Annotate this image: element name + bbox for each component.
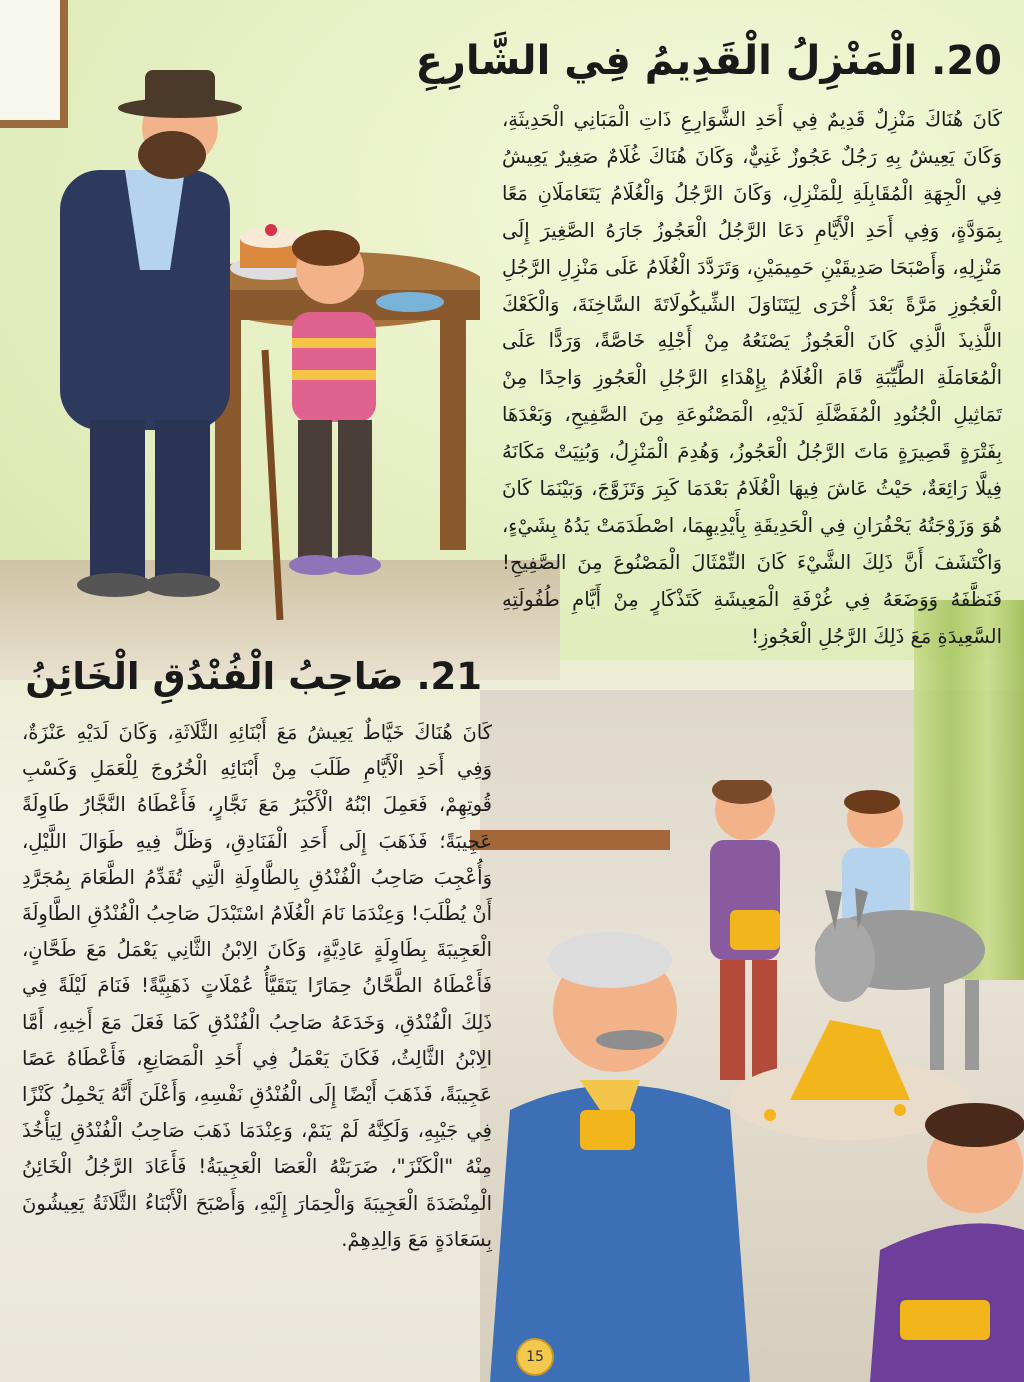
story-1-title: 20. الْمَنْزِلُ الْقَدِيمُ فِي الشَّارِعِ	[415, 38, 1002, 84]
story-1-text: كَانَ هُنَاكَ مَنْزِلٌ قَدِيمٌ فِي أَحَدِ الشَّوَارِعِ ذَاتِ الْمَبَانِي الْحَدِيثَةِ، وَكَانَ يَعِيشُ بِهِ رَجُلٌ عَجُوزٌ غَنِيٌّ، وَكَانَ هُنَاكَ غُلَامٌ صَغِيرٌ يَعِيشُ فِي الْجِهَةِ الْمُقَابِلَةِ لِلْمَنْزِلِ، وَكَانَ الرَّجُلُ وَالْغُلَامُ يَتَعَامَلَانِ مَعًا بِمَوَدَّةٍ، وَفِي أَحَدِ الْأَيَّامِ دَعَا الرَّجُلُ الْعَجُوزُ جَارَهُ الصَّغِيرَ إِلَى مَنْزِلِهِ، وَأَصْبَحَا صَدِيقَيْنِ حَمِيمَيْنِ، وَتَرَدَّدَ الْغُلَامُ عَلَى مَنْزِلِ الرَّجُلِ الْعَجُوزِ مَرَّةً بَعْدَ أُخْرَى لِيَتَنَاوَلَ الشِّيكُولَاتَةَ السَّاخِنَةَ، وَالْكَعْكَ اللَّذِيذَ الَّذِي كَانَ الْعَجُوزُ يَصْنَعُهُ مِنْ أَجْلِهِ خَاصَّةً، وَرَدًّا عَلَى الْمُعَامَلَةِ الطَّيِّبَةِ قَامَ الْغُلَامُ بِإِهْدَاءِ الرَّجُلِ الْعَجُوزِ وَاحِدًا مِنْ تَمَاثِيلِ الْجُنُودِ الْمُفَضَّلَةِ لَدَيْهِ، الْمَصْنُوعَةِ مِنَ الصَّفِيحِ، وَبَعْدَهَا بِفَتْرَةٍ قَصِيرَةٍ مَاتَ الرَّجُلُ الْعَجُوزُ، وَهُدِمَ الْمَنْزِلُ، وَبُنِيَتْ مَكَانَهُ فِيلَّا رَائِعَةٌ، حَيْثُ عَاشَ فِيهَا الْغُلَامُ بَعْدَمَا كَبِرَ وَتَزَوَّجَ، وَبَيْنَمَا كَانَ هُوَ وَزَوْجَتُهُ يَحْفُرَانِ فِي الْحَدِيقَةِ بِأَيْدِيهِمَا، اصْطَدَمَتْ يَدُهُ بِشَيْءٍ، وَاكْتَشَفَ أَنَّ ذَلِكَ الشَّيْءَ كَانَ التِّمْثَالَ الْمَصْنُوعَ مِنَ الصَّفِيحِ! فَنَظَّفَهُ وَوَضَعَهُ فِي غُرْفَةِ الْمَعِيشَةِ كَتَذْكَارٍ مِنْ أَيَّامِ طُفُولَتِهِ السَّعِيدَةِ مَعَ ذَلِكَ الرَّجُلِ الْعَجُوزِ!	[502, 108, 1002, 648]
story-2-title: 21. صَاحِبُ الْفُنْدُقِ الْخَائِنُ	[25, 655, 482, 698]
page-number: 15	[516, 1338, 554, 1376]
old-man-and-boy-illustration	[0, 20, 480, 620]
innkeeper-and-donkey-illustration	[470, 780, 1024, 1382]
story-2-text: كَانَ هُنَاكَ خَيَّاطٌ يَعِيشُ مَعَ أَبْنَائِهِ الثَّلَاثَةِ، وَكَانَ لَدَيْهِ عَنْزَةٌ، وَفِي أَحَدِ الْأَيَّامِ طَلَبَ مِنْ أَبْنَائِهِ الْخُرُوجَ لِلْعَمَلِ وَكَسْبِ قُوتِهِمْ، فَعَمِلَ ابْنُهُ الْأَكْبَرُ مَعَ نَجَّارٍ، فَأَعْطَاهُ النَّجَّارُ طَاوِلَةً عَجِيبَةً؛ فَذَهَبَ إِلَى أَحَدِ الْفَنَادِقِ، وَظَلَّ فِيهِ طَوَالَ اللَّيْلِ، وَأُعْجِبَ صَاحِبُ الْفُنْدُقِ بِالطَّاوِلَةِ الَّتِي تُقَدِّمُ الطَّعَامَ بِمُجَرَّدِ أَنْ يُطْلَبَ! وَعِنْدَمَا نَامَ الْغُلَامُ اسْتَبْدَلَ صَاحِبُ الْفُنْدُقِ الطَّاوِلَةَ الْعَجِيبَةَ بِطَاوِلَةٍ عَادِيَّةٍ، وَكَانَ الِابْنُ الثَّانِي يَعْمَلُ مَعَ طَحَّانٍ، فَأَعْطَاهُ الطَّحَّانُ حِمَارًا يَتَقَيَّأُ عُمْلَاتٍ ذَهَبِيَّةً! فَنَامَ لَيْلَةً فِي ذَلِكَ الْفُنْدُقِ، وَخَدَعَهُ صَاحِبُ الْفُنْدُقِ كَمَا فَعَلَ مَعَ أَخِيهِ، أَمَّا الِابْنُ الثَّالِثُ، فَكَانَ يَعْمَلُ فِي أَحَدِ الْمَصَانِعِ، فَأَعْطَاهُ عَصًا عَجِيبَةً، فَذَهَبَ أَيْضًا إِلَى الْفُنْدُقِ نَفْسِهِ، وَأَعْلَنَ أَنَّهُ يَحْمِلُ كَنْزًا فِي جَيْبِهِ، وَلَكِنَّهُ لَمْ يَنَمْ، وَعِنْدَمَا ذَهَبَ صَاحِبُ الْفُنْدُقِ لِيَأْخُذَ مِنْهُ "الْكَنْزَ"، ضَرَبَتْهُ الْعَصَا الْعَجِيبَةُ! فَأَعَادَ الرَّجُلُ الْخَائِنُ الْمِنْضَدَةَ الْعَجِيبَةَ وَالْحِمَارَ إِلَيْهِ، وَأَصْبَحَ الْأَبْنَاءُ الثَّلَاثَةُ يَعِيشُونَ بِسَعَادَةٍ مَعَ وَالِدِهِمْ.	[22, 721, 492, 1251]
